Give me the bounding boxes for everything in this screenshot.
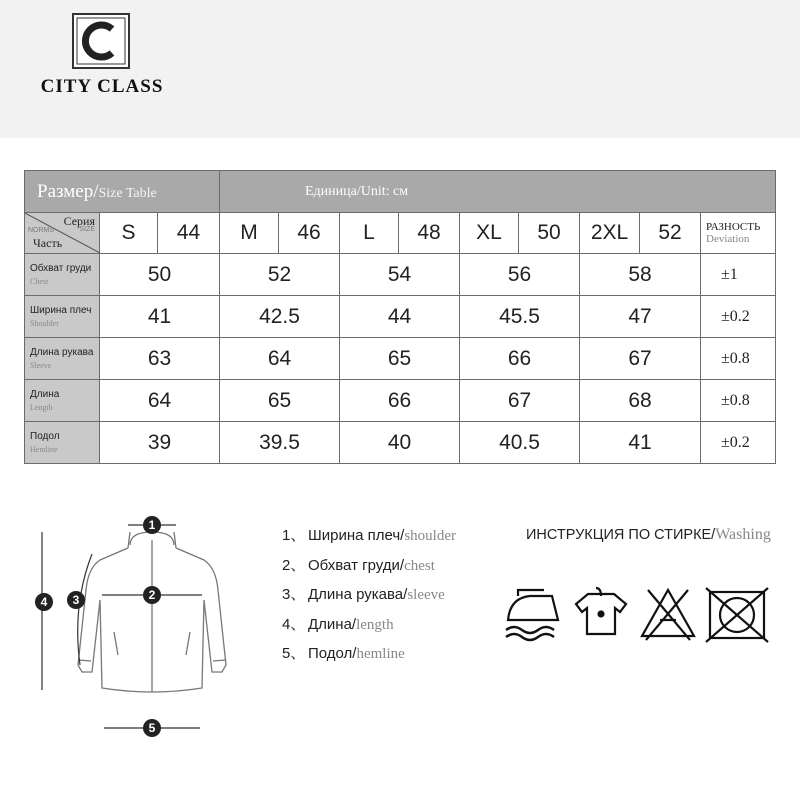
no-tumble-dry-icon	[706, 588, 768, 642]
table-cell: 52	[220, 254, 340, 296]
table-cell: 54	[340, 254, 460, 296]
deviation-cell: ±1	[701, 254, 776, 296]
table-cell: 45.5	[460, 296, 580, 338]
table-cell: 65	[220, 380, 340, 422]
deviation-cell: ±0.2	[701, 422, 776, 464]
table-cell: 41	[580, 422, 701, 464]
row-label	[25, 422, 100, 464]
table-cell: 41	[100, 296, 220, 338]
row-label-ru: Обхват груди	[30, 262, 92, 274]
marker-4: 4	[40, 595, 48, 609]
measure-markers	[35, 516, 161, 737]
legend-num: 4、	[282, 615, 306, 633]
table-cell: 68	[580, 380, 701, 422]
deviation-header	[701, 213, 776, 254]
legend-ru: Длина/	[308, 615, 357, 633]
legend-ru: Длина рукава/	[308, 586, 408, 603]
table-cell: 64	[220, 338, 340, 380]
table-cell: 47	[580, 296, 701, 338]
row-label-en: Chest	[30, 276, 49, 286]
table-cell: 56	[460, 254, 580, 296]
legend-en: shoulder	[404, 528, 457, 544]
table-cell: 66	[460, 338, 580, 380]
table-cell: 50	[100, 254, 220, 296]
row-label-ru: Ширина плеч	[30, 304, 92, 316]
legend-num: 1、	[282, 527, 306, 544]
legend-item	[282, 613, 456, 643]
corner-series: Серия	[63, 214, 95, 228]
legend-num: 5、	[282, 645, 306, 662]
size-letter: 2XL	[580, 213, 640, 254]
marker-5: 5	[148, 721, 156, 735]
brand-name: CITY CLASS	[40, 76, 164, 97]
row-label-ru: Подол	[30, 430, 60, 442]
deviation-header-en: Deviation	[706, 233, 750, 245]
deviation-cell: ±0.2	[701, 296, 776, 338]
size-letter: L	[340, 213, 399, 254]
table-cell: 63	[100, 338, 220, 380]
marker-2: 2	[148, 588, 156, 602]
row-label-en: Length	[30, 402, 53, 412]
row-label	[25, 254, 100, 296]
letter-c-emblem-icon	[72, 13, 130, 69]
legend-ru: Подол/	[308, 645, 357, 662]
table-cell: 39	[100, 422, 220, 464]
corner-cell	[25, 213, 100, 254]
legend-en: chest	[404, 557, 435, 574]
washing-title-ru: ИНСТРУКЦИЯ ПО СТИРКЕ/	[526, 527, 716, 543]
size-number: 52	[640, 213, 701, 254]
table-cell: 40	[340, 422, 460, 464]
row-label-ru: Длина рукава	[30, 346, 94, 358]
table-row	[25, 380, 776, 422]
row-label-en: Shoulder	[30, 318, 59, 328]
size-letter: M	[220, 213, 279, 254]
size-letter: XL	[460, 213, 519, 254]
legend-num: 3、	[282, 586, 306, 603]
iron-icon	[506, 590, 558, 640]
table-cell: 64	[100, 380, 220, 422]
table-title-row	[25, 171, 776, 213]
corner-size: SIZE	[79, 226, 95, 233]
washing-icons	[500, 584, 780, 644]
table-cell: 66	[340, 380, 460, 422]
table-cell: 40.5	[460, 422, 580, 464]
size-number: 46	[279, 213, 340, 254]
washing-title-en: Washing	[715, 526, 771, 543]
legend-ru: Ширина плеч/	[308, 527, 405, 544]
table-cell: 67	[580, 338, 701, 380]
table-cell: 44	[340, 296, 460, 338]
size-header-row	[25, 213, 776, 254]
marker-1: 1	[148, 518, 156, 532]
table-cell: 58	[580, 254, 701, 296]
size-letter: S	[100, 213, 158, 254]
table-row	[25, 296, 776, 338]
deviation-header-ru: РАЗНОСТЬ	[706, 221, 761, 233]
size-number: 44	[158, 213, 220, 254]
corner-norms: NORMS	[28, 227, 55, 234]
corner-part: Часть	[33, 236, 63, 250]
legend-ru: Обхват груди/	[308, 556, 405, 574]
hang-dry-icon	[576, 588, 626, 634]
row-label	[25, 380, 100, 422]
size-number: 50	[519, 213, 580, 254]
legend-item	[282, 524, 456, 554]
table-cell: 39.5	[220, 422, 340, 464]
size-table	[24, 170, 776, 464]
unit-label: Единица/Unit: см	[220, 171, 776, 213]
row-label-en: Sleeve	[30, 360, 52, 370]
measurement-legend	[282, 524, 456, 672]
deviation-cell: ±0.8	[701, 338, 776, 380]
table-title-en: Size Table	[98, 185, 157, 201]
legend-en: length	[356, 616, 394, 633]
washing-title	[526, 526, 771, 544]
deviation-cell: ±0.8	[701, 380, 776, 422]
marker-3: 3	[72, 593, 80, 607]
table-row	[25, 254, 776, 296]
table-cell: 65	[340, 338, 460, 380]
legend-num: 2、	[282, 556, 306, 574]
row-label	[25, 338, 100, 380]
table-cell: 67	[460, 380, 580, 422]
legend-en: sleeve	[407, 587, 445, 603]
legend-en: hemline	[356, 646, 405, 662]
row-label-en: Hemline	[30, 444, 58, 454]
legend-item	[282, 642, 456, 672]
no-bleach-icon	[642, 590, 694, 640]
table-title	[25, 171, 220, 213]
row-label	[25, 296, 100, 338]
jacket-outline-icon	[30, 510, 260, 750]
legend-item	[282, 554, 456, 584]
table-row	[25, 422, 776, 464]
size-number: 48	[399, 213, 460, 254]
row-label-ru: Длина	[30, 388, 60, 400]
table-title-ru: Размер/	[37, 180, 99, 202]
table-row	[25, 338, 776, 380]
table-cell: 42.5	[220, 296, 340, 338]
legend-item	[282, 583, 456, 613]
